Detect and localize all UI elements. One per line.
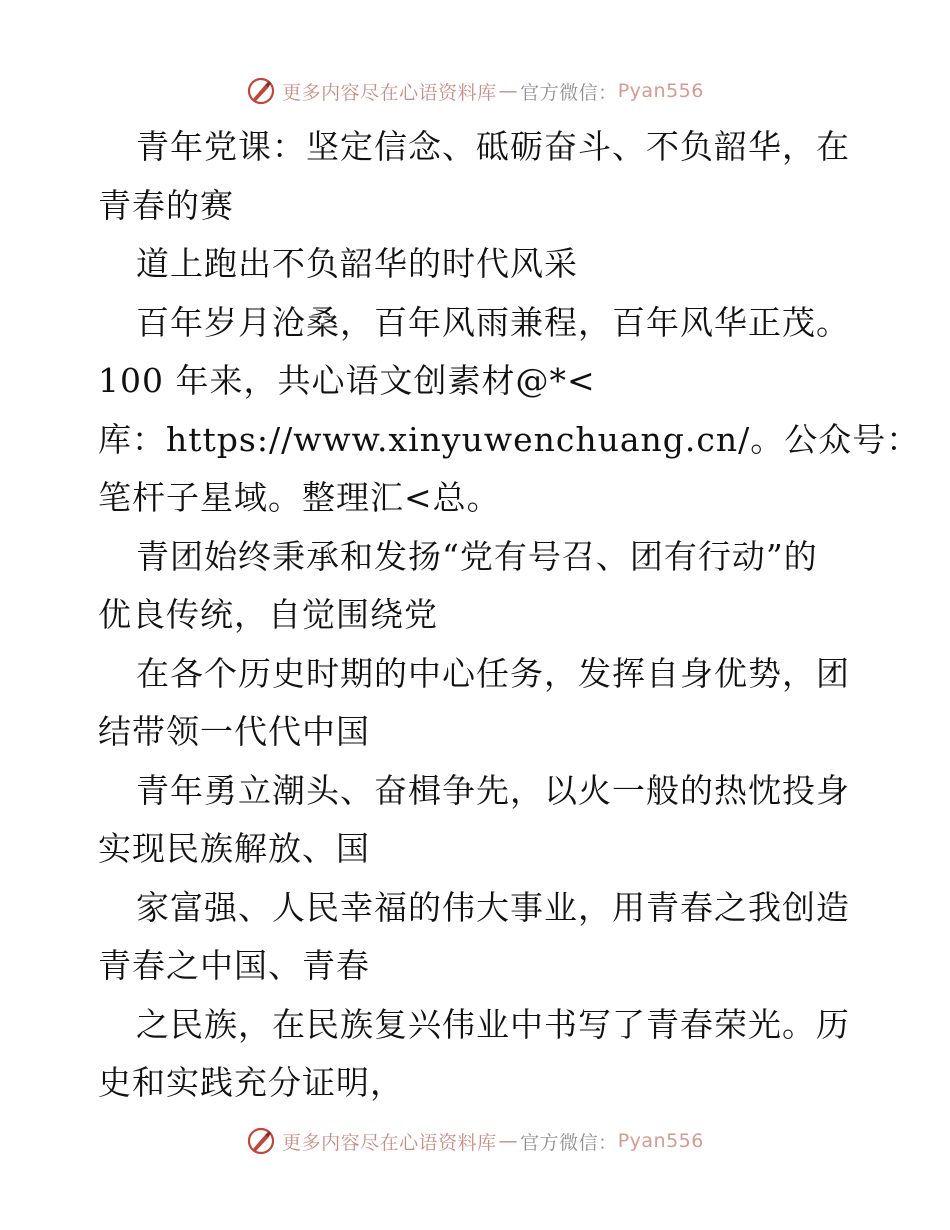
text-line: 青团始终秉承和发扬“党有号召、团有行动”的 <box>136 536 818 576</box>
watermark-brand-text: 更多内容尽在心语资料库 <box>282 1131 497 1154</box>
text-line: 青年党课：坚定信念、砥砺奋斗、不负韶华，在 <box>136 127 850 166</box>
text-line: 青春的赛 <box>98 185 234 225</box>
header-watermark <box>0 71 950 111</box>
watermark-separator: — <box>498 1130 519 1152</box>
watermark-label: 官方微信： <box>520 1131 618 1154</box>
footer-watermark <box>0 1121 950 1161</box>
text-line: 之民族，在民族复兴伟业中书写了青春荣光。历 <box>136 1004 850 1044</box>
text-line: 笔杆子星域。整理汇<总。 <box>98 478 501 517</box>
text-line: 道上跑出不负韶华的时代风采 <box>136 244 578 283</box>
text-line: 青年勇立潮头、奋楫争先，以火一般的热忱投身 <box>136 770 850 810</box>
document-body <box>98 118 921 1113</box>
text-line: 家富强、人民幸福的伟大事业，用青春之我创造 <box>136 887 850 927</box>
text-line: 百年岁月沧桑，百年风雨兼程，百年风华正茂。 <box>136 302 850 342</box>
pen-logo-icon <box>246 76 276 106</box>
watermark-brand-text: 更多内容尽在心语资料库 <box>282 81 497 104</box>
watermark-separator: — <box>498 80 519 102</box>
text-line: 库：https://www.xinyuwenchuang.cn/。公众号： <box>98 419 921 459</box>
text-line: 100 年来，共心语文创素材@*< <box>98 361 596 400</box>
pen-logo-icon <box>246 1126 276 1156</box>
text-line: 优良传统，自觉围绕党 <box>98 595 438 634</box>
watermark-wechat-id: Pyan556 <box>617 80 704 102</box>
text-line: 结带领一代代中国 <box>98 712 370 751</box>
text-line: 实现民族解放、国 <box>98 829 370 868</box>
watermark-wechat-id: Pyan556 <box>617 1130 704 1152</box>
watermark-label: 官方微信： <box>520 81 618 104</box>
text-line: 史和实践充分证明， <box>98 1063 404 1102</box>
text-line: 在各个历史时期的中心任务，发挥自身优势，团 <box>136 653 850 693</box>
text-line: 青春之中国、青春 <box>98 946 370 985</box>
